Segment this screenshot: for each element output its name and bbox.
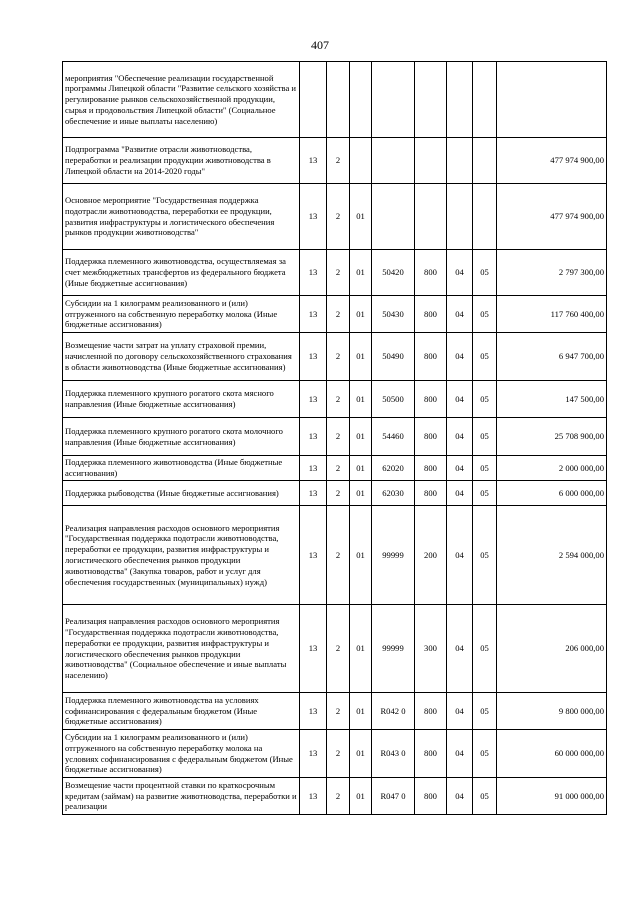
main-event-code: 01 <box>350 381 372 418</box>
program-code: 13 <box>300 381 327 418</box>
program-code: 13 <box>300 730 327 778</box>
page-number: 407 <box>311 38 329 52</box>
amount: 206 000,00 <box>497 605 607 693</box>
expense-type-code <box>415 184 447 250</box>
section-code <box>447 184 473 250</box>
table-row <box>63 381 607 418</box>
subprogram-code: 2 <box>327 296 350 333</box>
amount: 117 760 400,00 <box>497 296 607 333</box>
table-row <box>63 456 607 481</box>
section-code: 04 <box>447 333 473 381</box>
item-name: Поддержка рыбоводства (Иные бюджетные ассигнования) <box>63 481 300 506</box>
main-event-code: 01 <box>350 778 372 815</box>
section-code <box>447 62 473 138</box>
amount: 147 500,00 <box>497 381 607 418</box>
subsection-code: 05 <box>473 296 497 333</box>
expense-type-code: 300 <box>415 605 447 693</box>
item-name: Возмещение части процентной ставки по краткосрочным кредитам (займам) на развитие животноводства, переработки и реализации <box>63 778 300 815</box>
subprogram-code: 2 <box>327 778 350 815</box>
amount: 2 797 300,00 <box>497 250 607 296</box>
program-code: 13 <box>300 250 327 296</box>
subprogram-code <box>327 62 350 138</box>
main-event-code: 01 <box>350 250 372 296</box>
subsection-code <box>473 184 497 250</box>
section-code: 04 <box>447 250 473 296</box>
item-name: Поддержка племенного животноводства на условиях софинансирования с федеральным бюджетом (Иные бюджетные ассигнования) <box>63 693 300 730</box>
program-code: 13 <box>300 333 327 381</box>
expense-direction-code <box>372 138 415 184</box>
subprogram-code: 2 <box>327 506 350 605</box>
expense-type-code: 800 <box>415 333 447 381</box>
table-row <box>63 693 607 730</box>
item-name: Реализация направления расходов основного мероприятия "Государственная поддержка подотрасли животноводства, переработки ее продукции, развития инфраструктуры и логистического обеспечения рынков продукции животноводства" (Закупка товаров, работ и услуг для обеспечения государственных (муниципальных) нужд) <box>63 506 300 605</box>
main-event-code: 01 <box>350 296 372 333</box>
item-name: Поддержка племенного крупного рогатого скота мясного направления (Иные бюджетные ассигнования) <box>63 381 300 418</box>
table-row <box>63 481 607 506</box>
section-code: 04 <box>447 693 473 730</box>
section-code <box>447 138 473 184</box>
table-row <box>63 62 607 138</box>
amount: 91 000 000,00 <box>497 778 607 815</box>
expense-type-code: 800 <box>415 418 447 456</box>
item-name: Субсидии на 1 килограмм реализованного и (или) отгруженного на собственную переработку молока (Иные бюджетные ассигнования) <box>63 296 300 333</box>
expense-direction-code: 50500 <box>372 381 415 418</box>
item-name: Реализация направления расходов основного мероприятия "Государственная поддержка подотрасли животноводства, переработки ее продукции, развития инфраструктуры и логистического обеспечения рынков продукции животноводства" (Социальное обеспечение и иные выплаты населению) <box>63 605 300 693</box>
main-event-code: 01 <box>350 693 372 730</box>
item-name: мероприятия "Обеспечение реализации государственной программы Липецкой области "Развитие сельского хозяйства и регулирование рынков сельскохозяйственной продукции, сырья и продовольствия Липецкой области" (Социальное обеспечение и иные выплаты населению) <box>63 62 300 138</box>
subprogram-code: 2 <box>327 605 350 693</box>
subsection-code <box>473 138 497 184</box>
table-row <box>63 418 607 456</box>
expense-direction-code <box>372 184 415 250</box>
main-event-code: 01 <box>350 481 372 506</box>
expense-direction-code: R042 0 <box>372 693 415 730</box>
program-code: 13 <box>300 605 327 693</box>
expense-type-code: 800 <box>415 481 447 506</box>
item-name: Основное мероприятие "Государственная поддержка подотрасли животноводства, переработки ее продукции, развития инфраструктуры и логистического обеспечения рынков продукции животноводства" <box>63 184 300 250</box>
subsection-code: 05 <box>473 730 497 778</box>
subsection-code: 05 <box>473 605 497 693</box>
amount: 6 947 700,00 <box>497 333 607 381</box>
expense-direction-code: 50420 <box>372 250 415 296</box>
subsection-code: 05 <box>473 381 497 418</box>
subprogram-code: 2 <box>327 481 350 506</box>
expense-direction-code: 99999 <box>372 506 415 605</box>
subsection-code <box>473 62 497 138</box>
expense-type-code: 800 <box>415 693 447 730</box>
section-code: 04 <box>447 778 473 815</box>
program-code <box>300 62 327 138</box>
section-code: 04 <box>447 730 473 778</box>
subsection-code: 05 <box>473 456 497 481</box>
program-code: 13 <box>300 418 327 456</box>
expense-type-code: 200 <box>415 506 447 605</box>
budget-table <box>62 61 607 815</box>
expense-type-code: 800 <box>415 381 447 418</box>
item-name: Поддержка племенного животноводства, осуществляемая за счет межбюджетных трансфертов из федерального бюджета (Иные бюджетные ассигнования) <box>63 250 300 296</box>
expense-type-code: 800 <box>415 250 447 296</box>
expense-type-code: 800 <box>415 730 447 778</box>
subprogram-code: 2 <box>327 418 350 456</box>
table-row <box>63 333 607 381</box>
expense-type-code <box>415 138 447 184</box>
subsection-code: 05 <box>473 506 497 605</box>
main-event-code <box>350 138 372 184</box>
main-event-code: 01 <box>350 333 372 381</box>
table-row <box>63 730 607 778</box>
expense-type-code: 800 <box>415 456 447 481</box>
expense-direction-code: 62020 <box>372 456 415 481</box>
program-code: 13 <box>300 778 327 815</box>
program-code: 13 <box>300 693 327 730</box>
expense-type-code: 800 <box>415 296 447 333</box>
item-name: Субсидии на 1 килограмм реализованного и (или) отгруженного на собственную переработку молока на условиях софинансирования с федеральным бюджетом (Иные бюджетные ассигнования) <box>63 730 300 778</box>
amount: 477 974 900,00 <box>497 184 607 250</box>
table-row <box>63 506 607 605</box>
item-name: Поддержка племенного крупного рогатого скота молочного направления (Иные бюджетные ассигнования) <box>63 418 300 456</box>
section-code: 04 <box>447 506 473 605</box>
item-name: Подпрограмма "Развитие отрасли животноводства, переработки и реализации продукции животноводства в Липецкой области на 2014-2020 годы" <box>63 138 300 184</box>
program-code: 13 <box>300 456 327 481</box>
section-code: 04 <box>447 381 473 418</box>
amount: 9 800 000,00 <box>497 693 607 730</box>
main-event-code: 01 <box>350 184 372 250</box>
program-code: 13 <box>300 481 327 506</box>
table-row <box>63 184 607 250</box>
section-code: 04 <box>447 605 473 693</box>
table-row <box>63 605 607 693</box>
expense-direction-code: 50430 <box>372 296 415 333</box>
subsection-code: 05 <box>473 778 497 815</box>
expense-type-code: 800 <box>415 778 447 815</box>
subsection-code: 05 <box>473 693 497 730</box>
amount: 2 000 000,00 <box>497 456 607 481</box>
expense-direction-code <box>372 62 415 138</box>
table-body <box>63 62 607 815</box>
table-row <box>63 778 607 815</box>
item-name: Поддержка племенного животноводства (Иные бюджетные ассигнования) <box>63 456 300 481</box>
expense-direction-code: 62030 <box>372 481 415 506</box>
expense-direction-code: R047 0 <box>372 778 415 815</box>
section-code: 04 <box>447 418 473 456</box>
subprogram-code: 2 <box>327 730 350 778</box>
amount: 2 594 000,00 <box>497 506 607 605</box>
program-code: 13 <box>300 138 327 184</box>
expense-direction-code: 99999 <box>372 605 415 693</box>
subprogram-code: 2 <box>327 333 350 381</box>
subprogram-code: 2 <box>327 138 350 184</box>
expense-direction-code: 50490 <box>372 333 415 381</box>
subprogram-code: 2 <box>327 381 350 418</box>
amount: 477 974 900,00 <box>497 138 607 184</box>
main-event-code: 01 <box>350 456 372 481</box>
subsection-code: 05 <box>473 481 497 506</box>
program-code: 13 <box>300 506 327 605</box>
main-event-code <box>350 62 372 138</box>
table-row <box>63 250 607 296</box>
subprogram-code: 2 <box>327 456 350 481</box>
subsection-code: 05 <box>473 250 497 296</box>
subsection-code: 05 <box>473 418 497 456</box>
subprogram-code: 2 <box>327 693 350 730</box>
expense-type-code <box>415 62 447 138</box>
program-code: 13 <box>300 296 327 333</box>
expense-direction-code: R043 0 <box>372 730 415 778</box>
subprogram-code: 2 <box>327 250 350 296</box>
section-code: 04 <box>447 481 473 506</box>
main-event-code: 01 <box>350 605 372 693</box>
item-name: Возмещение части затрат на уплату страховой премии, начисленной по договору сельскохозяйственного страхования в области животноводства (Иные бюджетные ассигнования) <box>63 333 300 381</box>
main-event-code: 01 <box>350 730 372 778</box>
amount <box>497 62 607 138</box>
main-event-code: 01 <box>350 506 372 605</box>
subsection-code: 05 <box>473 333 497 381</box>
expense-direction-code: 54460 <box>372 418 415 456</box>
program-code: 13 <box>300 184 327 250</box>
section-code: 04 <box>447 456 473 481</box>
section-code: 04 <box>447 296 473 333</box>
subprogram-code: 2 <box>327 184 350 250</box>
table-row <box>63 138 607 184</box>
main-event-code: 01 <box>350 418 372 456</box>
table-row <box>63 296 607 333</box>
amount: 60 000 000,00 <box>497 730 607 778</box>
amount: 6 000 000,00 <box>497 481 607 506</box>
amount: 25 708 900,00 <box>497 418 607 456</box>
